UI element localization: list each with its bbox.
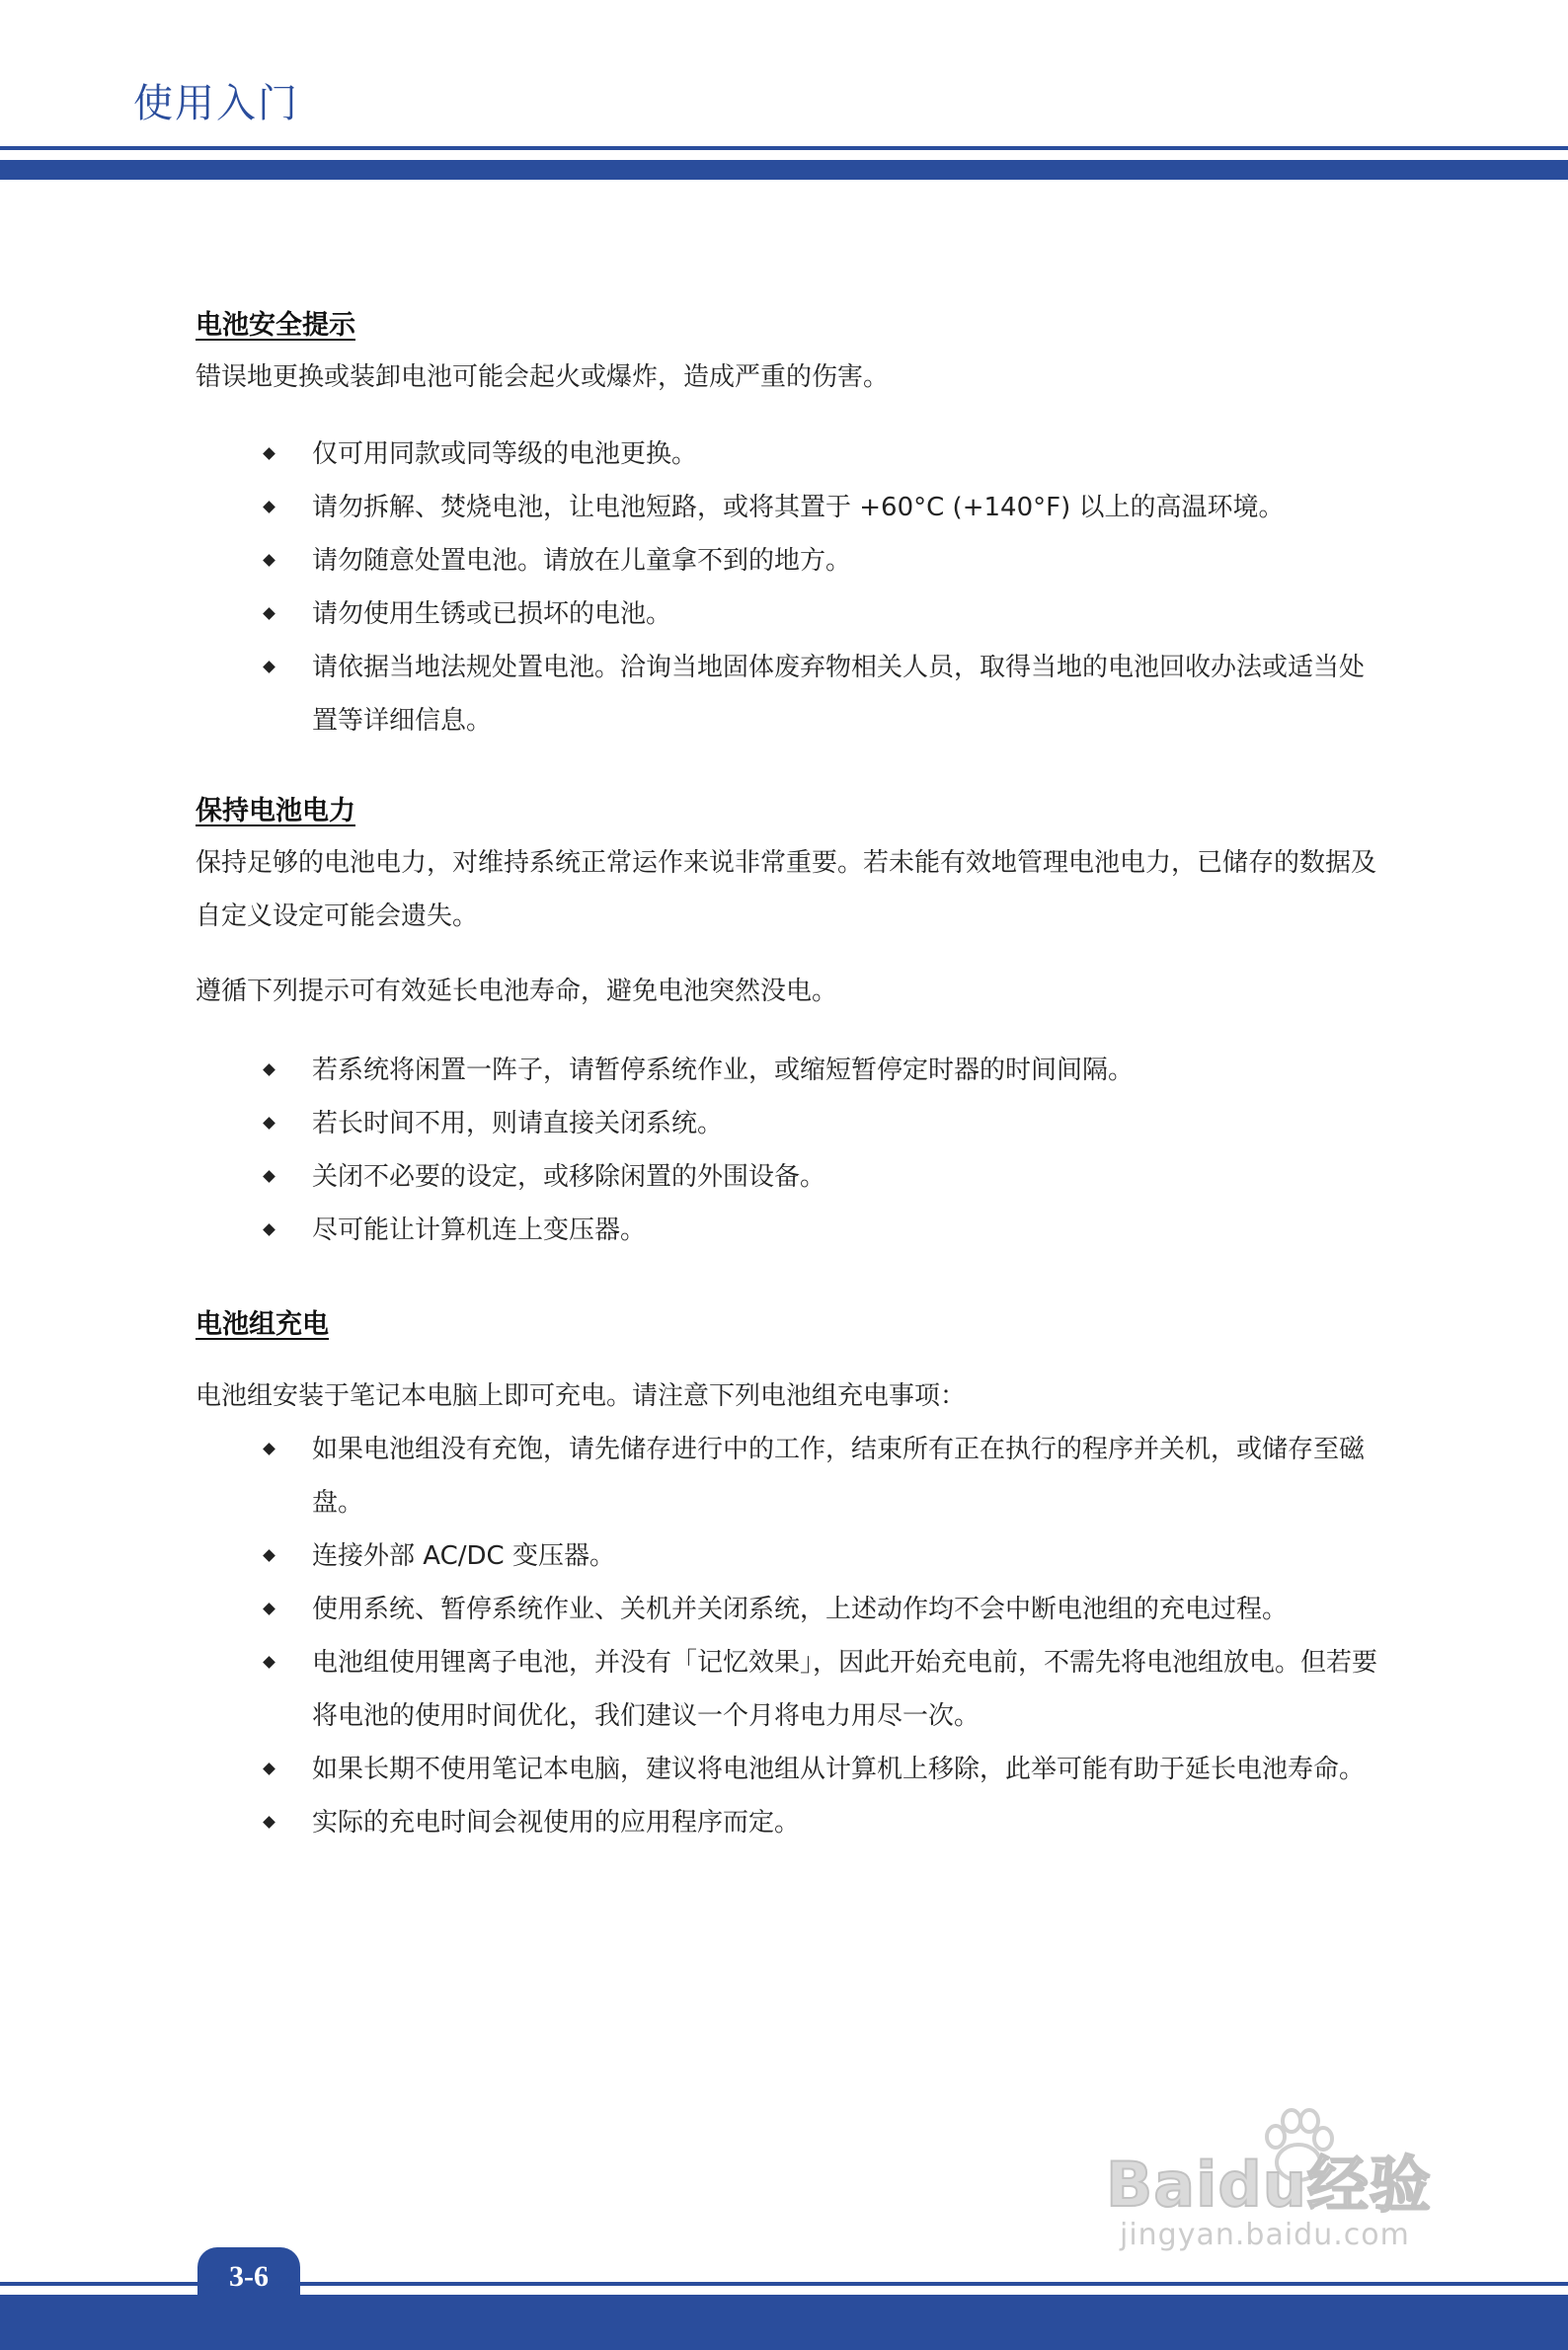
list-item-text: 关闭不必要的设定，或移除闲置的外围设备。	[312, 1162, 826, 1192]
section-heading-battery-safety: 电池安全提示	[196, 310, 355, 341]
header-band	[0, 160, 1568, 180]
watermark-url-text: jingyan.baidu.com	[1120, 2218, 1410, 2252]
section-paragraph: 保持足够的电池电力，对维持系统正常运作来说非常重要。若未能有效地管理电池电力，已储存的数据及自定义设定可能会遗失。	[196, 848, 1377, 931]
list-item	[196, 1796, 1380, 1849]
section-heading-battery-charging: 电池组充电	[196, 1309, 329, 1340]
list-item-text: 请依据当地法规处置电池。洽询当地固体废弃物相关人员，取得当地的电池回收办法或适当处置等详细信息。	[312, 653, 1366, 736]
list-item-text: 若系统将闲置一阵子，请暂停系统作业，或缩短暂停定时器的时间间隔。	[312, 1056, 1135, 1085]
list-item	[196, 1150, 1380, 1204]
baidu-jingyan-watermark	[1106, 2103, 1481, 2251]
list-item-text: 仅可用同款或同等级的电池更换。	[312, 439, 698, 469]
diamond-bullet-icon	[263, 554, 275, 567]
list-item	[196, 1097, 1380, 1150]
diamond-bullet-icon	[263, 1549, 275, 1562]
list-item-text: 如果长期不使用笔记本电脑，建议将电池组从计算机上移除，此举可能有助于延长电池寿命。	[312, 1755, 1366, 1784]
list-item	[196, 1044, 1380, 1097]
list-item	[196, 534, 1380, 588]
diamond-bullet-icon	[263, 1117, 275, 1130]
list-item	[196, 588, 1380, 641]
list-item	[196, 481, 1380, 534]
list-item	[196, 641, 1380, 747]
diamond-bullet-icon	[263, 447, 275, 460]
section-paragraph: 电池组安装于笔记本电脑上即可充电。请注意下列电池组充电事项：	[196, 1381, 967, 1411]
list-item-text: 实际的充电时间会视使用的应用程序而定。	[312, 1808, 801, 1838]
section-paragraph: 遵循下列提示可有效延长电池寿命，避免电池突然没电。	[196, 977, 838, 1006]
diamond-bullet-icon	[263, 1656, 275, 1669]
chapter-title: 使用入门	[133, 81, 299, 126]
page-number: 3-6	[229, 2260, 269, 2293]
page-number-tab	[197, 2247, 300, 2324]
diamond-bullet-icon	[263, 1170, 275, 1183]
bullet-list-battery-charging	[196, 1423, 1380, 1849]
diamond-bullet-icon	[263, 607, 275, 620]
list-item-text: 电池组使用锂离子电池，并没有「记忆效果」，因此开始充电前，不需先将电池组放电。但若要将电池的使用时间优化，我们建议一个月将电力用尽一次。	[312, 1648, 1378, 1731]
list-item	[196, 1743, 1380, 1796]
list-item	[196, 428, 1380, 481]
list-item-text: 尽可能让计算机连上变压器。	[312, 1215, 647, 1245]
diamond-bullet-icon	[263, 501, 275, 513]
list-item	[196, 1529, 1380, 1583]
list-item	[196, 1204, 1380, 1257]
section-heading-battery-power: 保持电池电力	[196, 796, 355, 826]
watermark-brand-text: Baidu经验	[1106, 2149, 1432, 2221]
bullet-list-battery-safety	[196, 428, 1380, 747]
list-item	[196, 1423, 1380, 1529]
list-item-text: 请勿使用生锈或已损坏的电池。	[312, 599, 672, 629]
diamond-bullet-icon	[263, 1063, 275, 1076]
diamond-bullet-icon	[263, 1816, 275, 1829]
diamond-bullet-icon	[263, 1443, 275, 1455]
header-divider	[0, 146, 1568, 150]
section-paragraph: 错误地更换或装卸电池可能会起火或爆炸，造成严重的伤害。	[196, 362, 890, 392]
list-item-text: 请勿拆解、焚烧电池，让电池短路，或将其置于 +60°C (+140°F) 以上的高温环境。	[312, 493, 1285, 522]
list-item-text: 连接外部 AC/DC 变压器。	[312, 1541, 615, 1571]
list-item-text: 如果电池组没有充饱，请先储存进行中的工作，结束所有正在执行的程序并关机，或储存至磁盘。	[312, 1435, 1366, 1518]
diamond-bullet-icon	[263, 661, 275, 673]
diamond-bullet-icon	[263, 1762, 275, 1775]
diamond-bullet-icon	[263, 1223, 275, 1236]
list-item-text: 若长时间不用，则请直接关闭系统。	[312, 1109, 724, 1138]
diamond-bullet-icon	[263, 1603, 275, 1615]
list-item-text: 请勿随意处置电池。请放在儿童拿不到的地方。	[312, 546, 852, 576]
list-item	[196, 1636, 1380, 1743]
bullet-list-battery-power	[196, 1044, 1380, 1257]
list-item	[196, 1583, 1380, 1636]
list-item-text: 使用系统、暂停系统作业、关机并关闭系统，上述动作均不会中断电池组的充电过程。	[312, 1595, 1289, 1624]
